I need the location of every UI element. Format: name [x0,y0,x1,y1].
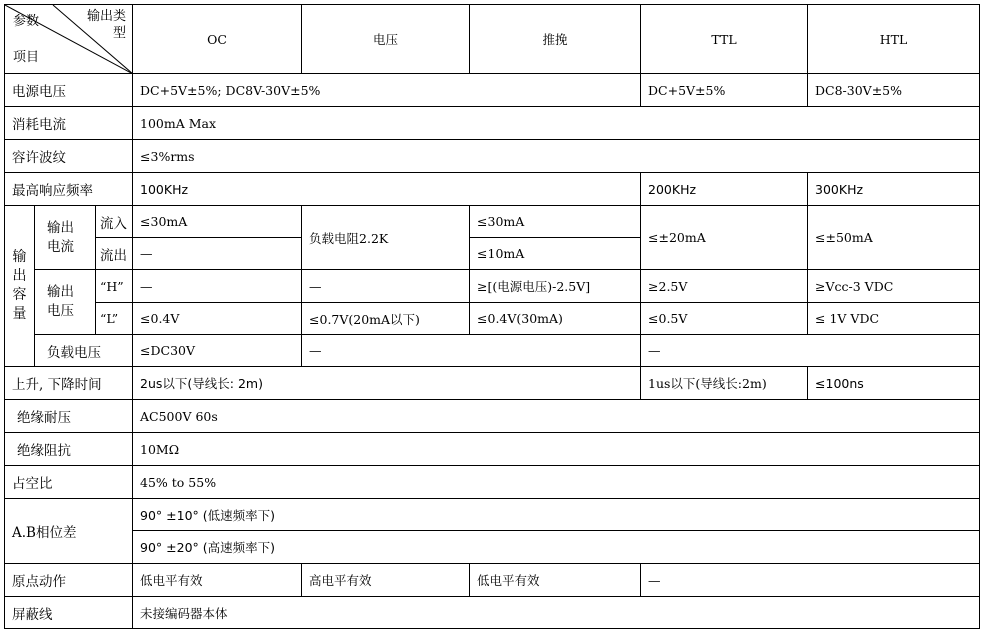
output-voltage-high-row [5,270,980,303]
sink-label: 流入 [96,206,133,238]
origin-action-pushpull: 低电平有效 [470,564,641,597]
supply-voltage-htl: DC8-30V±5% [808,74,980,107]
max-frequency-oc-voltage-pushpull: 100KHz [133,173,641,206]
current-consumption-row [5,107,980,140]
high-level-label: “H” [96,270,133,303]
corner-header-cell [5,5,133,74]
supply-voltage-ttl: DC+5V±5% [641,74,808,107]
load-voltage-row [5,335,980,367]
corner-output-type-label: 输出类 型 [87,9,127,41]
phase-difference-low-speed: 90° ±10° (低速频率下) [133,499,980,531]
header-row [5,5,980,74]
corner-param-label: 参数 [13,14,40,29]
low-voltage-type: ≤0.7V(20mA以下) [302,303,470,335]
rise-fall-time-ttl: 1us以下(导线长:2m) [641,367,808,400]
ripple-row [5,140,980,173]
insulation-resistance-row [5,433,980,466]
phase-difference-high-row [5,531,980,564]
low-oc: ≤0.4V [133,303,302,335]
load-voltage-oc: ≤DC30V [133,335,302,367]
rise-fall-time-htl: ≤100ns [808,367,980,400]
sink-oc: ≤30mA [133,206,302,238]
insulation-strength-label: 绝缘耐压 [5,400,133,433]
high-htl: ≥Vcc-3 VDC [808,270,980,303]
column-header-oc: OC [133,5,302,74]
phase-difference-label: A.B相位差 [5,499,133,564]
column-header-ttl: TTL [641,5,808,74]
supply-voltage-oc-voltage-pushpull: DC+5V±5%; DC8V-30V±5% [133,74,641,107]
ripple-value: ≤3%rms [133,140,980,173]
supply-voltage-label: 电源电压 [5,74,133,107]
origin-action-oc: 低电平有效 [133,564,302,597]
current-consumption-value: 100mA Max [133,107,980,140]
load-voltage-ttl-htl: — [641,335,980,367]
duty-cycle-row [5,466,980,499]
origin-action-label: 原点动作 [5,564,133,597]
ripple-label: 容许波纹 [5,140,133,173]
spec-table [4,4,980,629]
rise-fall-time-row [5,367,980,400]
load-voltage-label: 负载电压 [35,335,133,367]
column-header-htl: HTL [808,5,980,74]
shield-value: 未接编码器本体 [133,597,980,629]
insulation-strength-value: AC500V 60s [133,400,980,433]
output-current-label: 输出 电流 [35,206,96,270]
max-frequency-row [5,173,980,206]
current-consumption-label: 消耗电流 [5,107,133,140]
origin-action-voltage-type: 高电平有效 [302,564,470,597]
rise-fall-time-label: 上升, 下降时间 [5,367,133,400]
corner-item-label: 项目 [13,50,40,65]
load-voltage-voltage-pushpull: — [302,335,641,367]
high-voltage-type: — [302,270,470,303]
insulation-resistance-value: 10MΩ [133,433,980,466]
rise-fall-time-oc-voltage-pushpull: 2us以下(导线长: 2m) [133,367,641,400]
output-voltage-label: 输出 电压 [35,270,96,335]
max-frequency-htl: 300KHz [808,173,980,206]
column-header-voltage: 电压 [302,5,470,74]
origin-action-ttl-htl: — [641,564,980,597]
output-current-voltage-type: 负载电阻2.2K [302,206,470,270]
output-current-htl: ≤±50mA [808,206,980,270]
source-label: 流出 [96,238,133,270]
column-header-pushpull: 推挽 [470,5,641,74]
output-capacity-label: 输 出 容 量 [5,206,35,367]
low-pushpull: ≤0.4V(30mA) [470,303,641,335]
high-pushpull: ≥[(电源电压)-2.5V] [470,270,641,303]
shield-label: 屏蔽线 [5,597,133,629]
insulation-strength-row [5,400,980,433]
supply-voltage-row [5,74,980,107]
low-ttl: ≤0.5V [641,303,808,335]
origin-action-row [5,564,980,597]
output-current-sink-row [5,206,980,238]
low-level-label: “L” [96,303,133,335]
insulation-resistance-label: 绝缘阻抗 [5,433,133,466]
output-current-ttl: ≤±20mA [641,206,808,270]
high-ttl: ≥2.5V [641,270,808,303]
max-frequency-label: 最高响应频率 [5,173,133,206]
shield-row [5,597,980,629]
phase-difference-high-speed: 90° ±20° (高速频率下) [133,531,980,564]
max-frequency-ttl: 200KHz [641,173,808,206]
duty-cycle-value: 45% to 55% [133,466,980,499]
phase-difference-low-row [5,499,980,531]
sink-pushpull: ≤30mA [470,206,641,238]
source-oc: — [133,238,302,270]
output-voltage-low-row [5,303,980,335]
source-pushpull: ≤10mA [470,238,641,270]
duty-cycle-label: 占空比 [5,466,133,499]
low-htl: ≤ 1V VDC [808,303,980,335]
high-oc: — [133,270,302,303]
